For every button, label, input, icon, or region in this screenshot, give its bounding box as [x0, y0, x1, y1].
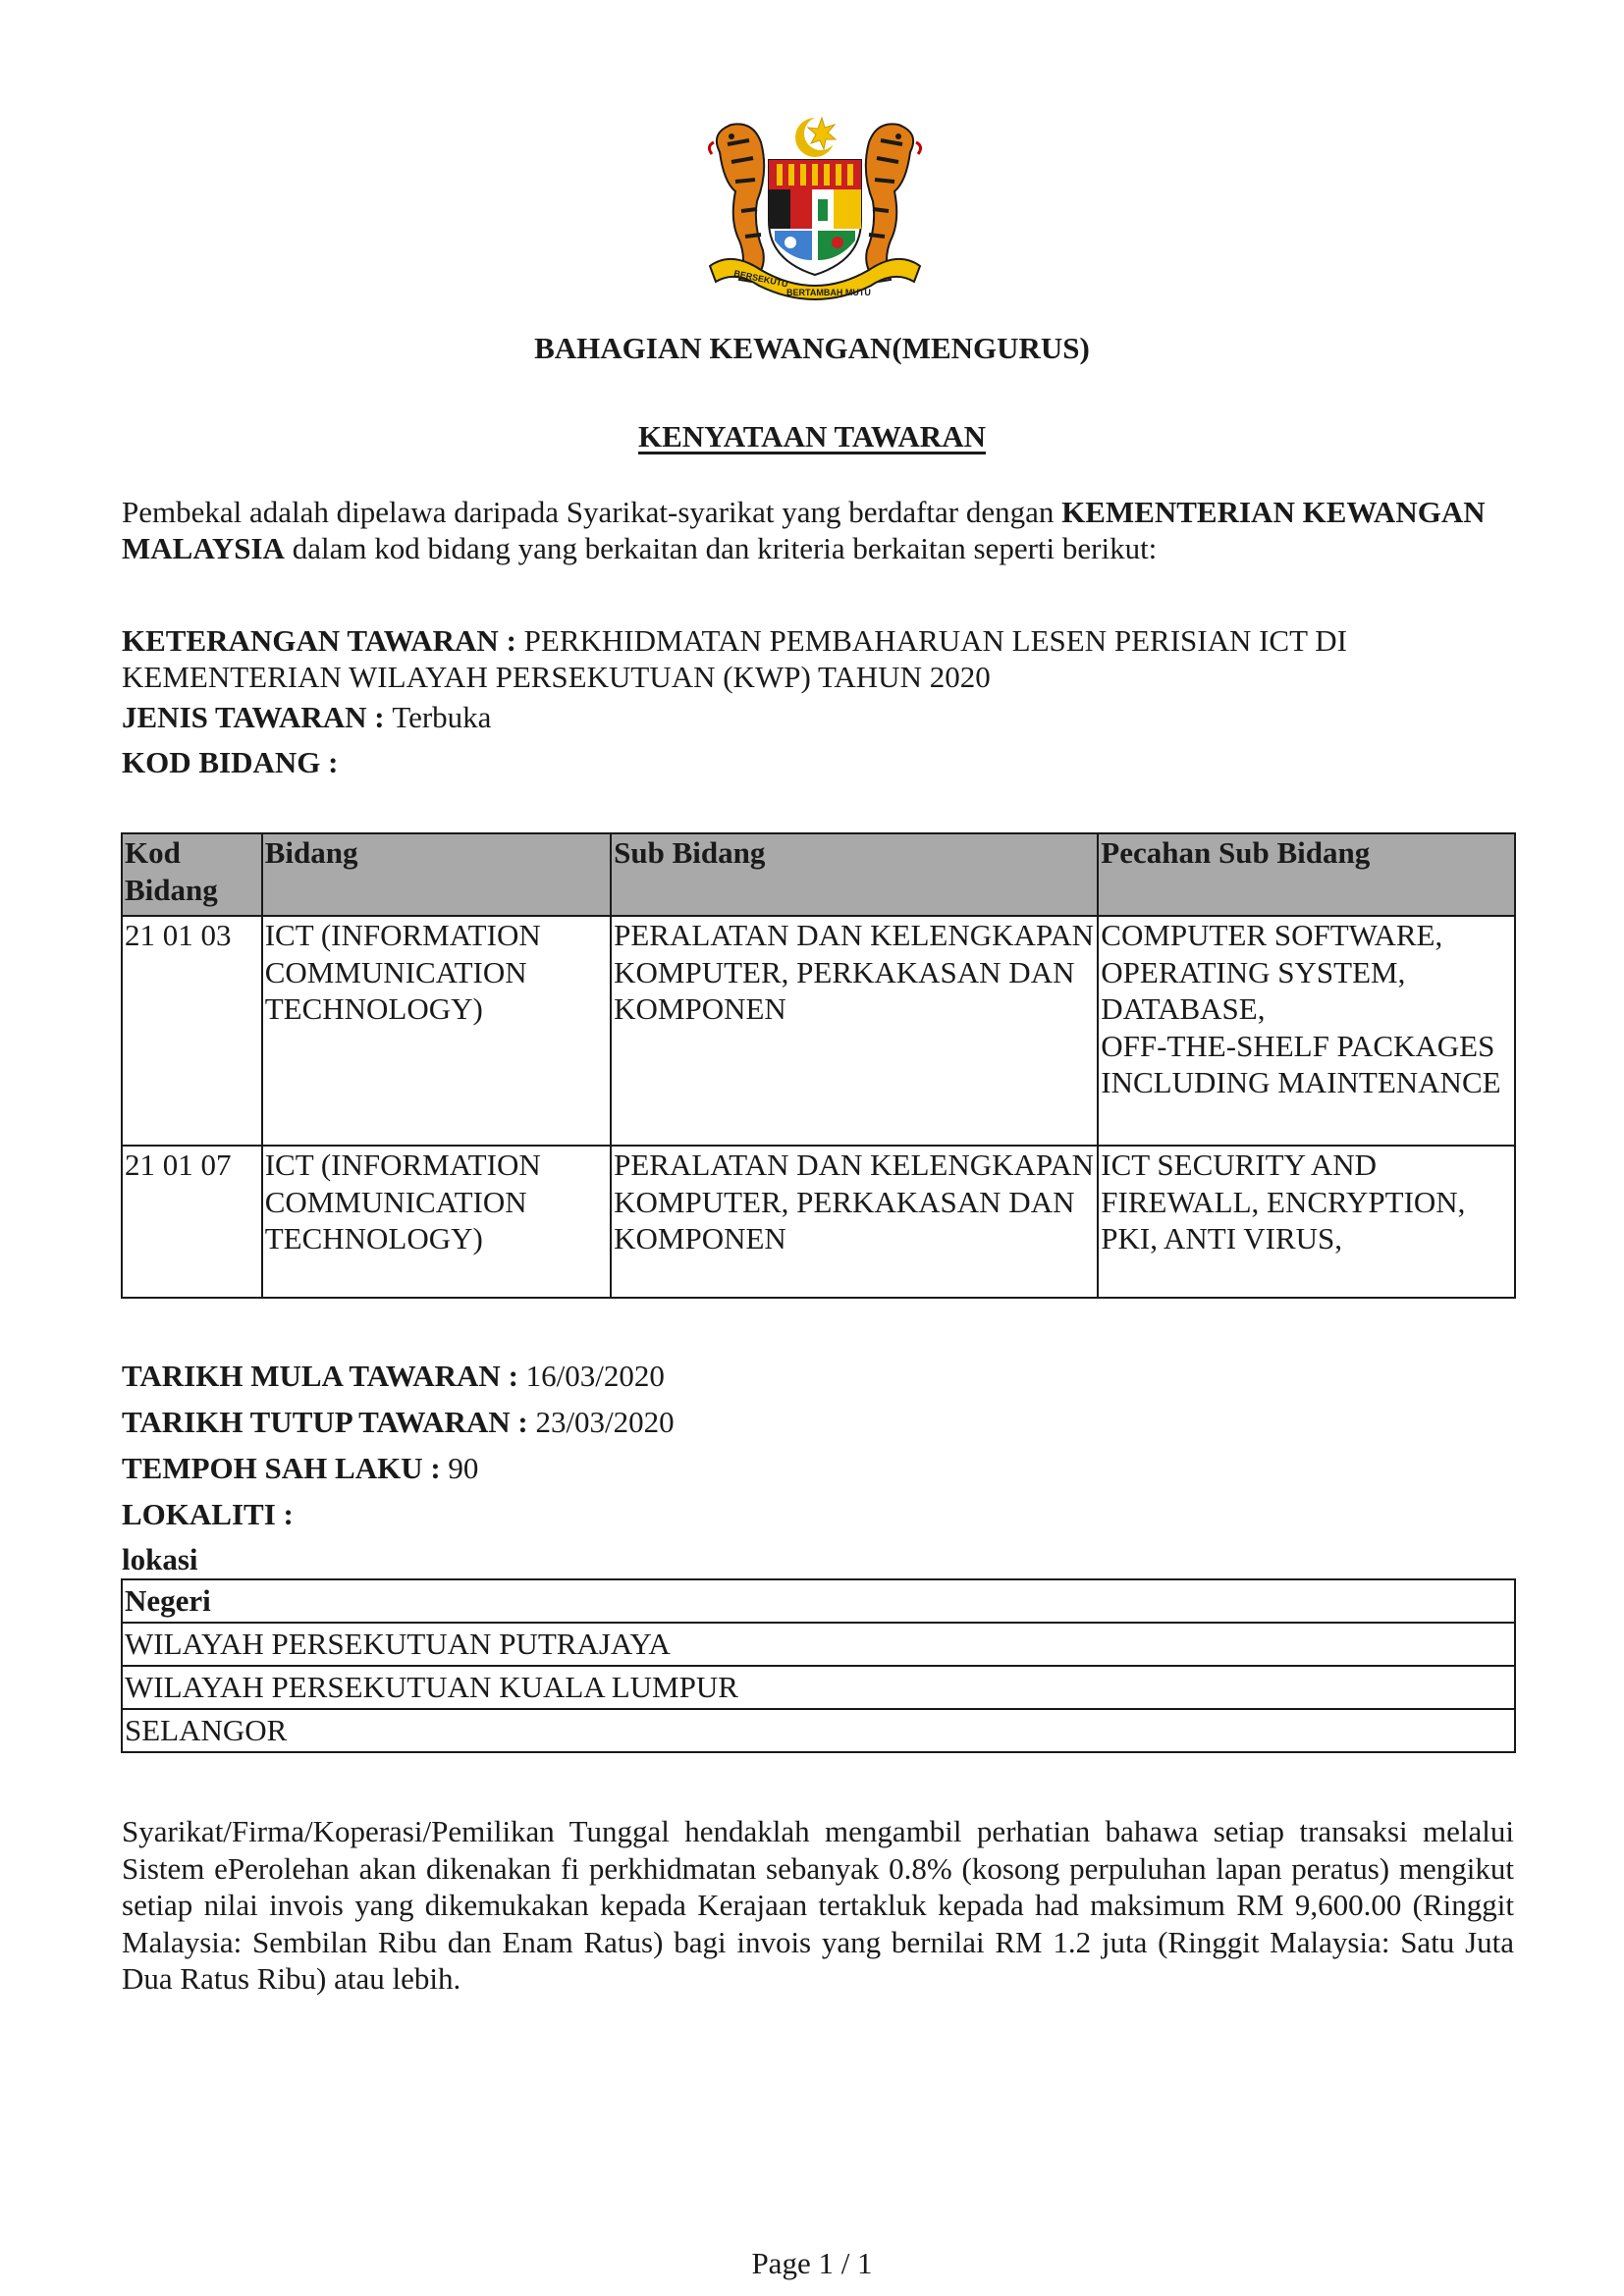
table-row [122, 1146, 1515, 1298]
validity-label: TEMPOH SAH LAKU : [122, 1451, 449, 1485]
pecahan-line: DATABASE, [1101, 991, 1266, 1026]
svg-text:BERTAMBAH MUTU: BERTAMBAH MUTU [786, 288, 871, 297]
ministry-name: KEMENTERIAN KEWANGAN MALAYSIA [122, 495, 1486, 565]
intro-paragraph [122, 494, 1514, 566]
column-header: Kod Bidang [122, 833, 262, 916]
start-date [122, 1358, 665, 1394]
svg-text:BERSEKUTU: BERSEKUTU [732, 268, 789, 290]
page-title: KENYATAAN TAWARAN [638, 419, 986, 454]
kod-cell: 21 01 07 [122, 1146, 262, 1298]
state-cell: WILAYAH PERSEKUTUAN PUTRAJAYA [122, 1623, 1515, 1666]
kod-bidang-table [121, 832, 1516, 1299]
service-fee-notice: Syarikat/Firma/Koperasi/Pemilikan Tunggal hendaklah mengambil perhatian bahawa setiap transaksi melalui Sistem ePerolehan akan dikenakan fi perkhidmatan sebanyak 0.8% (kosong perpuluhan lapan peratus) mengikut setiap nilai invois yang dikemukakan kepada Kerajaan tertakluk kepada had maksimum RM 9,600.00 (Ringgit Malaysia: Sembilan Ribu dan Enam Ratus) bagi invois yang bernilai RM 1.2 juta (Ringgit Malaysia: Satu Juta Dua Ratus Ribu) atau lebih. [122, 1814, 1514, 1996]
pecahan-line: ICT SECURITY AND FIREWALL, ENCRYPTION, PKI, ANTI VIRUS, [1101, 1148, 1466, 1255]
intro-text-before: Pembekal adalah dipelawa daripada Syarikat-syarikat yang berdaftar dengan [122, 495, 1062, 529]
offer-description-value: PERKHIDMATAN PEMBAHARUAN LESEN PERISIAN ICT DI KEMENTERIAN WILAYAH PERSEKUTUAN (KWP) TAHUN 2020 [122, 623, 1347, 694]
validity-period [122, 1450, 478, 1486]
table-row [122, 1623, 1515, 1666]
start-date-label: TARIKH MULA TAWARAN : [122, 1359, 526, 1393]
state-cell: WILAYAH PERSEKUTUAN KUALA LUMPUR [122, 1666, 1515, 1709]
pecahan-line: OFF-THE-SHELF PACKAGES INCLUDING MAINTENANCE [1101, 1028, 1501, 1099]
coat-of-arms-icon [692, 113, 938, 309]
pecahan-cell [1098, 1146, 1515, 1298]
page-number: Page 1 / 1 [751, 2246, 873, 2280]
pecahan-line: COMPUTER SOFTWARE, [1101, 918, 1443, 952]
sub-bidang-cell: PERALATAN DAN KELENGKAPAN KOMPUTER, PERKAKASAN DAN KOMPONEN [611, 1146, 1098, 1298]
kod-bidang-label: KOD BIDANG : [122, 745, 339, 779]
end-date [122, 1404, 675, 1440]
state-cell: SELANGOR [122, 1709, 1515, 1752]
offer-description [122, 622, 1514, 695]
column-header: Sub Bidang [611, 833, 1098, 916]
bidang-cell: ICT (INFORMATION COMMUNICATION TECHNOLOGY) [262, 916, 611, 1146]
offer-type-label: JENIS TAWARAN : [122, 700, 393, 734]
department-heading: BAHAGIAN KEWANGAN(MENGURUS) [534, 331, 1090, 365]
pecahan-cell [1098, 916, 1515, 1146]
intro-text-after: dalam kod bidang yang berkaitan dan kriteria berkaitan seperti berikut: [284, 531, 1158, 565]
column-header: Bidang [262, 833, 611, 916]
table-row [122, 1666, 1515, 1709]
start-date-value: 16/03/2020 [525, 1359, 665, 1393]
end-date-label: TARIKH TUTUP TAWARAN : [122, 1405, 536, 1439]
column-header: Negeri [122, 1579, 1515, 1623]
location-caption: lokasi [122, 1542, 198, 1576]
pecahan-line: OPERATING SYSTEM, [1101, 954, 1406, 989]
column-header: Pecahan Sub Bidang [1098, 833, 1515, 916]
sub-bidang-cell: PERALATAN DAN KELENGKAPAN KOMPUTER, PERKAKASAN DAN KOMPONEN [611, 916, 1098, 1146]
table-header-row [122, 1579, 1515, 1623]
kod-cell: 21 01 03 [122, 916, 262, 1146]
offer-type-value: Terbuka [392, 700, 492, 734]
locality-label: LOKALITI : [122, 1497, 294, 1531]
table-row [122, 916, 1515, 1146]
offer-description-label: KETERANGAN TAWARAN : [122, 623, 524, 658]
table-row [122, 1709, 1515, 1752]
end-date-value: 23/03/2020 [535, 1405, 675, 1439]
location-table [121, 1578, 1516, 1753]
validity-value: 90 [448, 1451, 479, 1485]
offer-type [122, 699, 491, 735]
table-header-row [122, 833, 1515, 916]
bidang-cell: ICT (INFORMATION COMMUNICATION TECHNOLOGY) [262, 1146, 611, 1298]
